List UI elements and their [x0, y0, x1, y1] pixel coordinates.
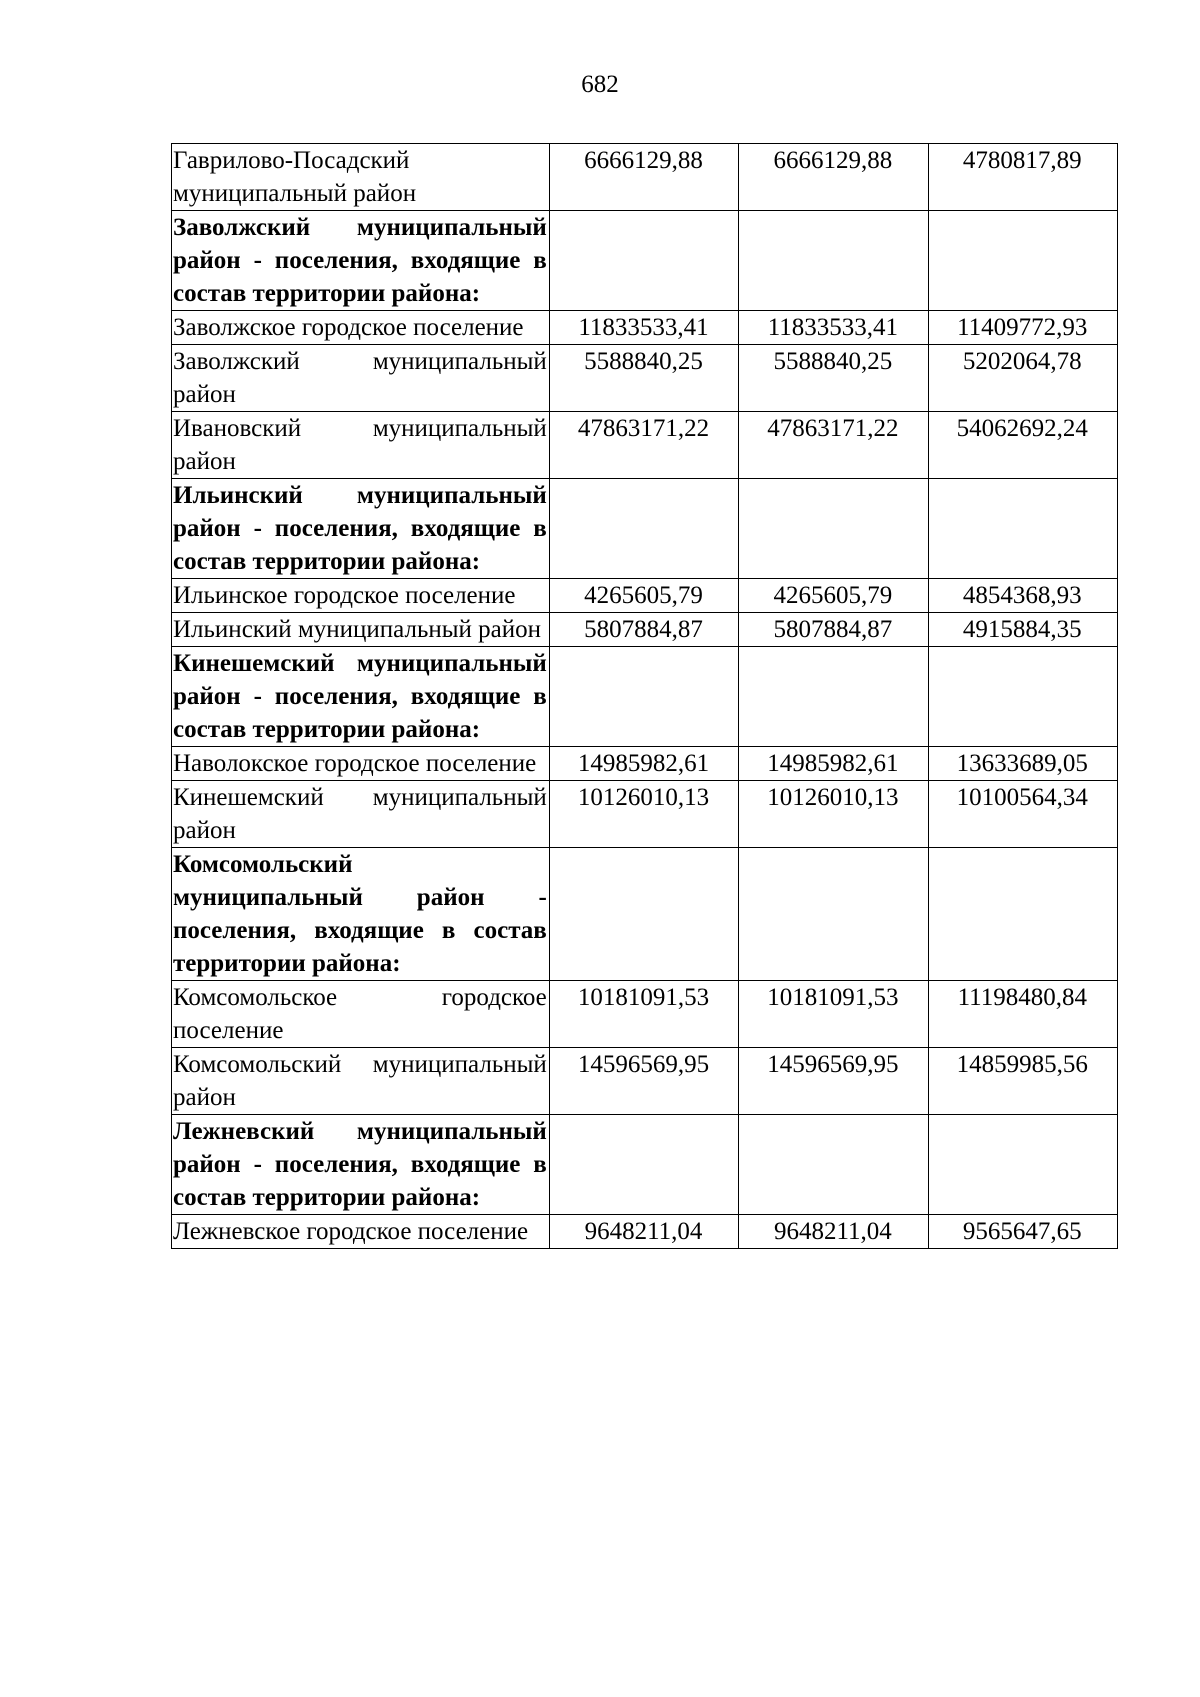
- table-row-section-header: [172, 1115, 1118, 1215]
- row-name-cell: Кинешемский муниципальный район - поселения, входящие в состав территории района:: [172, 647, 550, 747]
- row-name-cell: Ильинское городское поселение: [172, 579, 550, 613]
- row-name-cell: Комсомольское городское поселение: [172, 981, 550, 1048]
- value-cell-1: 9648211,04: [549, 1215, 738, 1249]
- value-cell-3: 5202064,78: [928, 345, 1117, 412]
- table-row-section-header: [172, 848, 1118, 981]
- row-name-cell: Заволжский муниципальный район: [172, 345, 550, 412]
- value-cell-1: 5588840,25: [549, 345, 738, 412]
- value-cell-1: [549, 647, 738, 747]
- value-cell-1: 5807884,87: [549, 613, 738, 647]
- value-cell-3: 4780817,89: [928, 144, 1117, 211]
- value-cell-3: [928, 479, 1117, 579]
- value-cell-3: 11198480,84: [928, 981, 1117, 1048]
- row-name-cell: Ильинский муниципальный район: [172, 613, 550, 647]
- table-row-section-header: [172, 479, 1118, 579]
- value-cell-1: [549, 848, 738, 981]
- value-cell-2: 9648211,04: [739, 1215, 928, 1249]
- table-row: [172, 613, 1118, 647]
- value-cell-2: 14985982,61: [739, 747, 928, 781]
- value-cell-3: 4854368,93: [928, 579, 1117, 613]
- table-row-section-header: [172, 211, 1118, 311]
- value-cell-1: 4265605,79: [549, 579, 738, 613]
- table-row: [172, 981, 1118, 1048]
- table-row-section-header: [172, 647, 1118, 747]
- table-row: [172, 144, 1118, 211]
- value-cell-3: [928, 1115, 1117, 1215]
- table-row: [172, 345, 1118, 412]
- value-cell-2: 5588840,25: [739, 345, 928, 412]
- value-cell-2: [739, 647, 928, 747]
- value-cell-3: [928, 647, 1117, 747]
- value-cell-1: 10126010,13: [549, 781, 738, 848]
- value-cell-3: 9565647,65: [928, 1215, 1117, 1249]
- row-name-cell: Лежневское городское поселение: [172, 1215, 550, 1249]
- value-cell-1: 11833533,41: [549, 311, 738, 345]
- value-cell-1: [549, 1115, 738, 1215]
- table-row: [172, 579, 1118, 613]
- value-cell-3: 4915884,35: [928, 613, 1117, 647]
- value-cell-2: 11833533,41: [739, 311, 928, 345]
- value-cell-2: [739, 211, 928, 311]
- value-cell-2: 10181091,53: [739, 981, 928, 1048]
- table-row: [172, 1048, 1118, 1115]
- table-body: [172, 144, 1118, 1249]
- row-name-cell: Заволжское городское поселение: [172, 311, 550, 345]
- row-name-cell: Заволжский муниципальный район - поселения, входящие в состав территории района:: [172, 211, 550, 311]
- value-cell-3: 14859985,56: [928, 1048, 1117, 1115]
- table-row: [172, 311, 1118, 345]
- value-cell-1: [549, 479, 738, 579]
- table-row: [172, 747, 1118, 781]
- row-name-cell: Наволокское городское поселение: [172, 747, 550, 781]
- value-cell-3: 11409772,93: [928, 311, 1117, 345]
- budget-table: [171, 143, 1118, 1249]
- row-name-cell: Комсомольский муниципальный район - поселения, входящие в состав территории района:: [172, 848, 550, 981]
- value-cell-1: 47863171,22: [549, 412, 738, 479]
- value-cell-2: 47863171,22: [739, 412, 928, 479]
- row-name-cell: Ильинский муниципальный район - поселения, входящие в состав территории района:: [172, 479, 550, 579]
- value-cell-2: 14596569,95: [739, 1048, 928, 1115]
- row-name-cell: Гаврилово-Посадский муниципальный район: [172, 144, 550, 211]
- page-number: 682: [581, 71, 619, 98]
- value-cell-1: [549, 211, 738, 311]
- value-cell-1: 14596569,95: [549, 1048, 738, 1115]
- value-cell-2: [739, 848, 928, 981]
- value-cell-3: 10100564,34: [928, 781, 1117, 848]
- row-name-cell: Ивановский муниципальный район: [172, 412, 550, 479]
- value-cell-2: [739, 1115, 928, 1215]
- table-row: [172, 1215, 1118, 1249]
- value-cell-2: 10126010,13: [739, 781, 928, 848]
- value-cell-3: 54062692,24: [928, 412, 1117, 479]
- row-name-cell: Кинешемский муниципальный район: [172, 781, 550, 848]
- value-cell-2: 5807884,87: [739, 613, 928, 647]
- value-cell-1: 10181091,53: [549, 981, 738, 1048]
- table-row: [172, 781, 1118, 848]
- value-cell-1: 14985982,61: [549, 747, 738, 781]
- table-row: [172, 412, 1118, 479]
- row-name-cell: Комсомольский муниципальный район: [172, 1048, 550, 1115]
- value-cell-3: 13633689,05: [928, 747, 1117, 781]
- value-cell-2: 4265605,79: [739, 579, 928, 613]
- value-cell-2: 6666129,88: [739, 144, 928, 211]
- value-cell-1: 6666129,88: [549, 144, 738, 211]
- value-cell-3: [928, 211, 1117, 311]
- row-name-cell: Лежневский муниципальный район - поселения, входящие в состав территории района:: [172, 1115, 550, 1215]
- value-cell-2: [739, 479, 928, 579]
- value-cell-3: [928, 848, 1117, 981]
